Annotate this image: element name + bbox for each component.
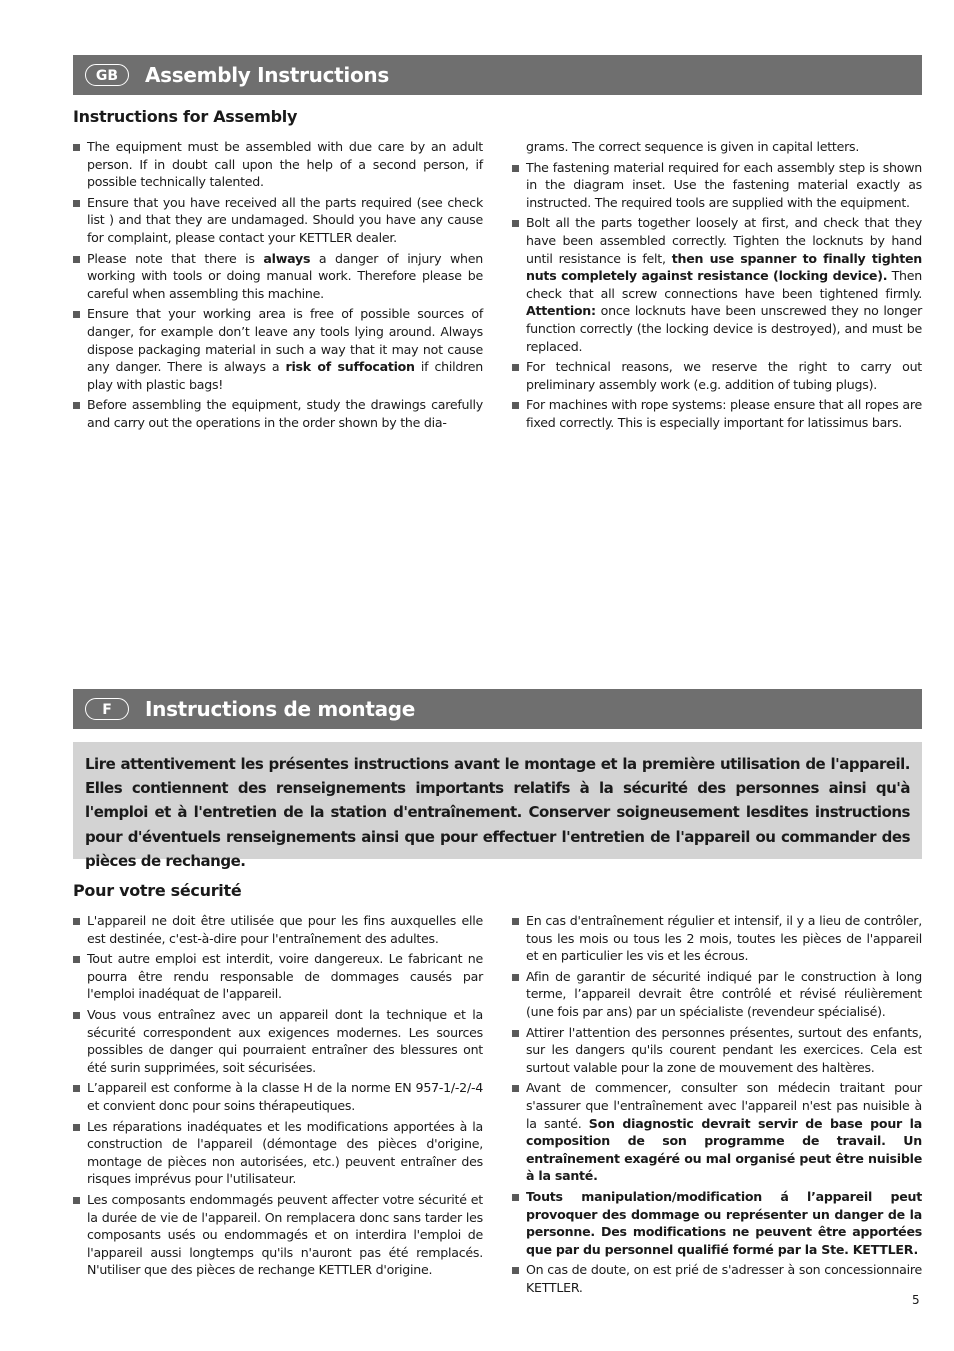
list-item <box>73 396 483 431</box>
item-emphasis: risk of suffocation <box>285 359 415 375</box>
list-item <box>73 305 483 393</box>
list-item <box>512 1079 922 1185</box>
item-emphasis: Son diagnostic devrait servir de base pour la composition de son programme de travail. Un entraînement exagéré ou mal organisé peut être nuisible à la santé. <box>526 1115 922 1184</box>
item-text: The equipment must be assembled with due care by an adult person. If in doubt call upon the help of a second person, if possible technically talented. <box>87 139 483 190</box>
item-text: Attirer l'attention des personnes présentes, surtout des enfants, sur les dangers qu'ils courent pendant les exercices. Cela est surtout valable pour la zone de mouvement des haltères. <box>526 1024 922 1075</box>
item-emphasis: always <box>263 250 311 266</box>
item-text: For machines with rope systems: please ensure that all ropes are fixed correctly. This is especially important for latissimus bars. <box>526 397 922 430</box>
list-item <box>73 1006 483 1076</box>
list-item <box>512 214 922 355</box>
item-text: Vous vous entraînez avec un appareil dont la technique et la sécurité correspondent aux exigences modernes. Les sources possibles de danger qui pourraient entraîner des blessures ont été surin supprimées, soit sécurisées. <box>87 1006 483 1075</box>
language-badge-gb: GB <box>85 64 129 86</box>
list-item <box>73 1118 483 1188</box>
item-text: Before assembling the equipment, study the drawings carefully and carry out the operations in the order shown by the dia- <box>87 397 483 430</box>
list-item <box>512 968 922 1021</box>
list-item <box>73 950 483 1003</box>
list-item <box>512 912 922 965</box>
list-item <box>512 396 922 431</box>
section-banner-fr <box>73 689 922 729</box>
subheading-fr: Pour votre sécurité <box>73 881 242 900</box>
column-fr-left <box>73 912 483 1282</box>
list-item <box>512 138 922 156</box>
item-emphasis: then use spanner to finally tighten nuts completely against resistance (locking device). <box>526 250 922 284</box>
column-gb-right <box>512 138 922 435</box>
section-title-gb: Assembly Instructions <box>145 63 389 87</box>
item-text: Les composants endommagés peuvent affecter votre sécurité et la durée de vie de l'appareil. On remplacera donc sans tarder les composants usés ou endommagés et on interdira l'emploi de l'appareil aussi longtemps qu'ils n'auront pas été remplacés. N'utiliser que des pièces de rechange KETTLER d'origine. <box>87 1191 483 1278</box>
item-text: once locknuts have been unscrewed they no longer function correctly (the locking device is destroyed), and must be replaced. <box>526 303 922 354</box>
column-fr-right <box>512 912 922 1299</box>
list-item <box>512 159 922 212</box>
item-text: Afin de garantir de sécurité indiqué par le construction à long terme, l’appareil devrait être contrôlé et révisé réulièrement (une fois par ans) par un spécialiste (revendeur spécialisé). <box>526 968 922 1019</box>
list-item <box>512 1261 922 1296</box>
item-text: Bolt all the parts together loosely at first, and check that they have been assembled correctly. Tighten the locknuts by hand until resistance is felt, <box>526 215 922 266</box>
intro-box-fr: Lire attentivement les présentes instructions avant le montage et la première utilisation de l'appareil. Elles contiennent des renseignements importants relatifs à la sécurité des personnes ainsi qu'à l'emploi et à l'entretien de la station d'entraînement. Conserver soigneusement lesdites instructions pour d'éventuels renseignements ainsi que pour effectuer l'entretien de l'appareil ou commander des pièces de rechange. <box>73 742 922 859</box>
item-text: L’appareil est conforme à la classe H de la norme EN 957-1/-2/-4 et convient donc pour soins thérapeutiques. <box>87 1080 483 1113</box>
list-item <box>512 1188 922 1258</box>
item-text: For technical reasons, we reserve the right to carry out preliminary assembly work (e.g. addition of tubing plugs). <box>526 359 922 392</box>
item-text: if children play with plastic bags! <box>87 359 483 392</box>
item-text: Tout autre emploi est interdit, voire dangereux. Le fabricant ne pourra être rendu responsable de dommages causés par l'emploi inadéquat de l'appareil. <box>87 951 483 1002</box>
item-text: Avant de commencer, consulter son médecin traitant pour s'assurer que l'entraînement avec l'appareil n'est pas nuisible à la santé. <box>526 1080 922 1131</box>
list-item <box>512 358 922 393</box>
list-item <box>73 194 483 247</box>
list-item <box>73 138 483 191</box>
item-text: On cas de doute, on est prié de s'adresser à son concessionnaire KETTLER. <box>526 1262 922 1295</box>
item-text: Please note that there is <box>87 250 264 266</box>
section-banner-gb <box>73 55 922 95</box>
list-item <box>73 1191 483 1279</box>
item-text: Les réparations inadéquates et les modifications apportées à la construction de l'appareil (démontage des pièces d'origine, montage de pièces non autorisées, etc.) peuvent entraîner des risques imprévus pour l'utilisateur. <box>87 1118 483 1187</box>
language-badge-fr: F <box>85 698 129 720</box>
item-text: The fastening material required for each assembly step is shown in the diagram inset. Use the fastening material exactly as instructed. The required tools are supplied with the equipment. <box>526 159 922 210</box>
item-text: L'appareil ne doit être utilisée que pour les fins auxquelles elle est destinée, c'est-à-dire pour l'entraînement des adultes. <box>87 913 483 946</box>
item-emphasis: Touts manipulation/modification á l’appareil peut provoquer des dommage ou représenter un danger de la personne. Des modifications ne peuvent être apportées que par du personnel qualifié formé par la Ste. KETTLER. <box>526 1188 922 1257</box>
page-number: 5 <box>912 1293 920 1307</box>
item-text: En cas d'entraînement régulier et intensif, il y a lieu de contrôler, tous les mois ou tous les 2 mois, toutes les pièces de l'appareil et en particulier les vis et les écrous. <box>526 913 922 964</box>
item-text: Ensure that you have received all the parts required (see check list ) and that they are undamaged. Should you have any cause for complaint, please contact your KETTLER dealer. <box>87 194 483 245</box>
list-item <box>512 1024 922 1077</box>
item-emphasis: Attention: <box>526 303 596 319</box>
subheading-gb: Instructions for Assembly <box>73 107 298 126</box>
column-gb-left <box>73 138 483 435</box>
item-text: grams. The correct sequence is given in capital letters. <box>526 139 860 154</box>
item-text: Then check that all screw connections have been tightened firmly. <box>526 268 922 301</box>
list-item <box>73 1079 483 1114</box>
list-item <box>73 250 483 303</box>
list-item <box>73 912 483 947</box>
item-text: Ensure that your working area is free of possible sources of danger, for example don’t leave any tools lying around. Always dispose packaging material in such a way that it may not cause any danger. There is always a <box>87 306 483 375</box>
section-title-fr: Instructions de montage <box>145 697 416 721</box>
item-text: a danger of injury when working with tools or doing manual work. Therefore please be careful when assembling this machine. <box>87 250 483 301</box>
